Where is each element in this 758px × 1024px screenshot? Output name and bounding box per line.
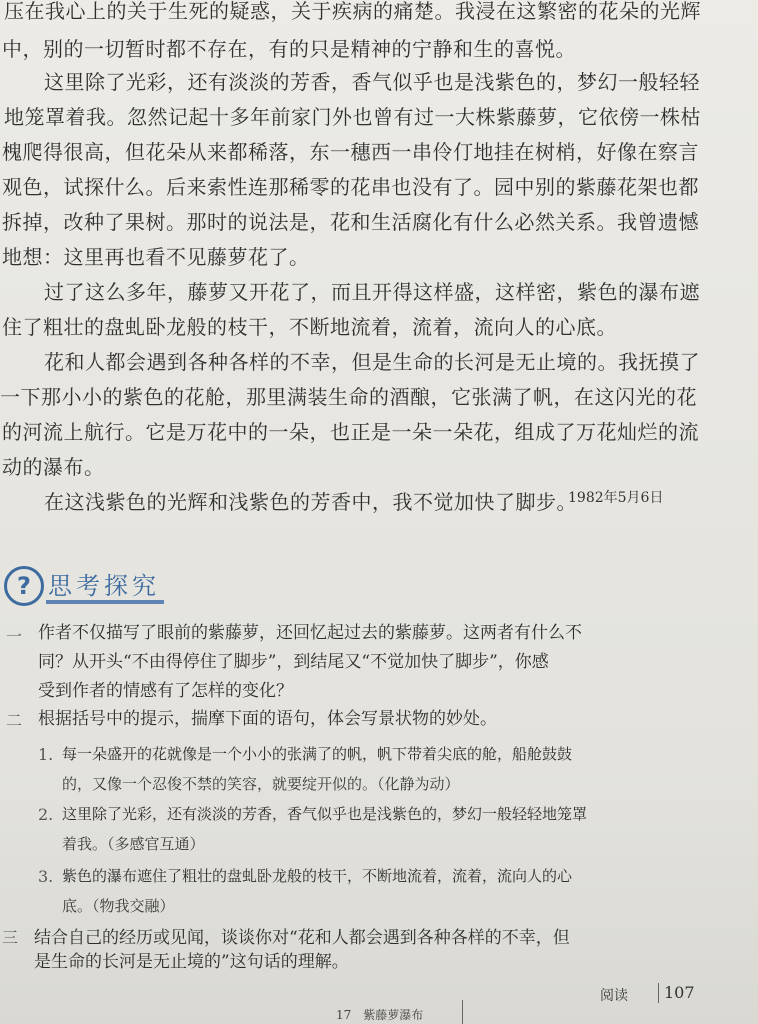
- item-number: 1.: [38, 745, 54, 764]
- body-line: 过了这么多年，藤萝又开花了，而且开得这样盛，这样密，紫色的瀑布遮: [44, 280, 700, 304]
- question-line: 受到作者的情感有了怎样的变化？: [38, 681, 293, 701]
- footer-divider: [658, 983, 659, 1003]
- body-line: 地笼罩着我。忽然记起十多年前家门外也曾有过一大株紫藤萝，它依傍一株枯: [4, 105, 701, 129]
- question-line: 根据括号中的提示，揣摩下面的语句，体会写景状物的妙处。: [38, 709, 497, 729]
- item-line: 底。（物我交融）: [62, 897, 175, 915]
- question-number: 一: [6, 627, 23, 646]
- section-header: [0, 560, 758, 610]
- page-number: 107: [664, 983, 695, 1002]
- item-line: 紫色的瀑布遮住了粗壮的盘虬卧龙般的枝干，不断地流着，流着，流向人的心: [62, 867, 573, 885]
- question-line: 作者不仅描写了眼前的紫藤萝，还回忆起过去的紫藤萝。这两者有什么不: [38, 623, 582, 643]
- item-line: 每一朵盛开的花就像是一个小小的张满了的帆，帆下带着尖底的舱，船舱鼓鼓: [62, 745, 573, 763]
- question-number: 三: [2, 928, 19, 947]
- chapter-title: 17 紫藤萝瀑布: [336, 1008, 424, 1022]
- section-underline: [46, 600, 164, 604]
- body-line: 在这浅紫色的光辉和浅紫色的芳香中，我不觉加快了脚步。: [44, 490, 577, 514]
- item-line: 着我。（多感官互通）: [62, 835, 205, 853]
- section-label: 阅读: [600, 988, 628, 1004]
- question-mark-icon: ?: [4, 566, 44, 606]
- section-title: 思考探究: [48, 572, 160, 600]
- item-line: 的，又像一个忍俊不禁的笑容，就要绽开似的。（化静为动）: [62, 775, 460, 793]
- question-number: 二: [6, 711, 23, 730]
- item-line: 这里除了光彩，还有淡淡的芳香，香气似乎也是浅紫色的，梦幻一般轻轻地笼罩: [62, 805, 588, 823]
- body-line: 的河流上航行。它是万花中的一朵，也正是一朵一朵花，组成了万花灿烂的流: [2, 420, 699, 444]
- body-line: 这里除了光彩，还有淡淡的芳香，香气似乎也是浅紫色的，梦幻一般轻轻: [44, 70, 700, 94]
- body-line: 观色，试探什么。后来索性连那稀零的花串也没有了。园中别的紫藤花架也都: [2, 175, 699, 199]
- body-line: 地想：这里再也看不见藤萝花了。: [2, 245, 310, 269]
- body-line: 花和人都会遇到各种各样的不幸，但是生命的长河是无止境的。我抚摸了: [44, 350, 700, 374]
- body-line: 一下那小小的紫色的花舱，那里满装生命的酒酿，它张满了帆，在这闪光的花: [0, 385, 697, 409]
- body-line: 中，别的一切暂时都不存在，有的只是精神的宁静和生的喜悦。: [2, 37, 576, 61]
- body-line: 拆掉，改种了果树。那时的说法是，花和生活腐化有什么必然关系。我曾遗憾: [2, 210, 699, 234]
- article-date: 1982年5月6日: [568, 490, 664, 506]
- question-line: 同？从开头“不由得停住了脚步”，到结尾又“不觉加快了脚步”，你感: [38, 652, 549, 672]
- footer-divider: [462, 1000, 463, 1024]
- item-number: 2.: [38, 805, 54, 824]
- body-line: 住了粗壮的盘虬卧龙般的枝干，不断地流着，流着，流向人的心底。: [2, 315, 617, 339]
- body-line: 压在我心上的关于生死的疑惑，关于疾病的痛楚。我浸在这繁密的花朵的光辉: [4, 0, 701, 23]
- item-number: 3.: [38, 867, 54, 886]
- body-line: 动的瀑布。: [2, 455, 105, 479]
- question-line: 是生命的长河是无止境的”这句话的理解。: [34, 952, 349, 972]
- body-line: 槐爬得很高，但花朵从来都稀落，东一穗西一串伶仃地挂在树梢，好像在察言: [2, 140, 699, 164]
- question-line: 结合自己的经历或见闻，谈谈你对“花和人都会遇到各种各样的不幸，但: [34, 928, 570, 948]
